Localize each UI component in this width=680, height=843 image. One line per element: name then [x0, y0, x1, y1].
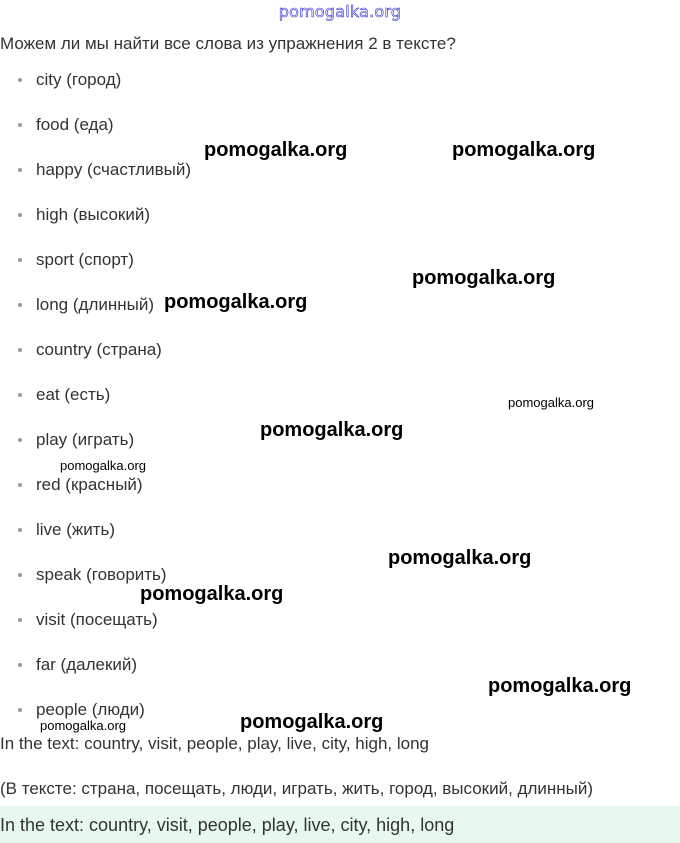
- list-item-label: happy (счастливый): [36, 160, 192, 179]
- list-item-label: visit (посещать): [36, 610, 158, 629]
- list-item: [0, 192, 191, 237]
- answer-highlight-box: [0, 806, 680, 843]
- bullet-icon: [18, 213, 22, 217]
- list-item-label: long (длинный): [36, 295, 155, 314]
- list-item: [0, 237, 191, 282]
- list-item: [0, 102, 191, 147]
- watermark: pomogalka.org: [260, 419, 404, 441]
- list-item: [0, 372, 191, 417]
- bullet-icon: [18, 348, 22, 352]
- watermark: pomogalka.org: [140, 583, 284, 605]
- bullet-icon: [18, 303, 22, 307]
- list-item-label: sport (спорт): [36, 250, 134, 269]
- site-watermark-header: pomogalka.org: [278, 2, 402, 21]
- bullet-icon: [18, 438, 22, 442]
- word-list: [0, 57, 191, 732]
- bullet-icon: [18, 573, 22, 577]
- question-text: Можем ли мы найти все слова из упражнения 2 в тексте?: [0, 34, 456, 53]
- bullet-icon: [18, 483, 22, 487]
- list-item-label: people (люди): [36, 700, 145, 719]
- watermark: pomogalka.org: [452, 139, 596, 161]
- answer-english: In the text: country, visit, people, play, live, city, high, long: [0, 734, 429, 753]
- list-item-label: eat (есть): [36, 385, 111, 404]
- bullet-icon: [18, 123, 22, 127]
- bullet-icon: [18, 168, 22, 172]
- bullet-icon: [18, 78, 22, 82]
- list-item-label: high (высокий): [36, 205, 151, 224]
- list-item-label: red (красный): [36, 475, 143, 494]
- watermark: pomogalka.org: [204, 139, 348, 161]
- list-item: [0, 417, 191, 462]
- list-item: [0, 282, 191, 327]
- watermark: pomogalka.org: [240, 711, 384, 733]
- list-item-label: food (еда): [36, 115, 114, 134]
- bullet-icon: [18, 663, 22, 667]
- bullet-icon: [18, 618, 22, 622]
- watermark: pomogalka.org: [508, 395, 594, 410]
- bullet-icon: [18, 258, 22, 262]
- answer-highlight-text: In the text: country, visit, people, play, live, city, high, long: [0, 815, 455, 835]
- answer-russian: (В тексте: страна, посещать, люди, играть, жить, город, высокий, длинный): [0, 779, 594, 798]
- watermark: pomogalka.org: [60, 458, 146, 473]
- bullet-icon: [18, 393, 22, 397]
- bullet-icon: [18, 708, 22, 712]
- list-item-label: speak (говорить): [36, 565, 167, 584]
- list-item: [0, 147, 191, 192]
- list-item-label: country (страна): [36, 340, 162, 359]
- list-item: [0, 57, 191, 102]
- watermark: pomogalka.org: [40, 718, 126, 733]
- bullet-icon: [18, 528, 22, 532]
- list-item-label: live (жить): [36, 520, 116, 539]
- watermark: pomogalka.org: [488, 675, 632, 697]
- watermark: pomogalka.org: [412, 267, 556, 289]
- list-item: [0, 642, 191, 687]
- list-item: [0, 507, 191, 552]
- list-item-label: far (далекий): [36, 655, 138, 674]
- watermark: pomogalka.org: [164, 291, 308, 313]
- list-item: [0, 327, 191, 372]
- list-item-label: play (играть): [36, 430, 135, 449]
- watermark: pomogalka.org: [388, 547, 532, 569]
- list-item-label: city (город): [36, 70, 122, 89]
